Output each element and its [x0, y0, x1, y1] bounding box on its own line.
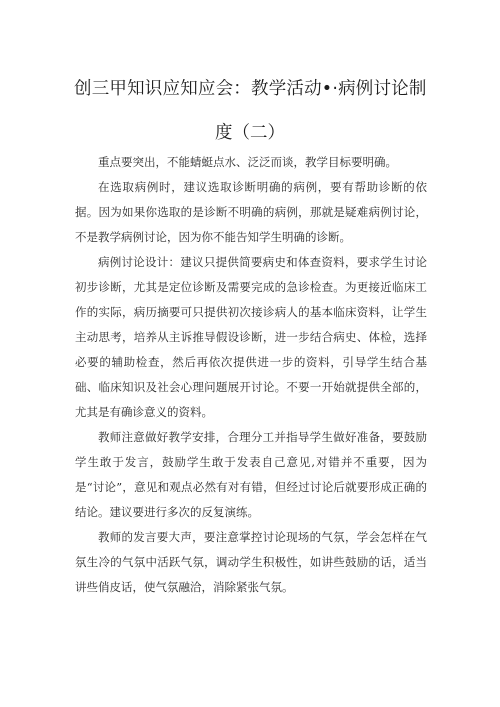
document-body: [75, 150, 427, 600]
paragraph-3: 病例讨论设计：建议只提供简要病史和体查资料，要求学生讨论初步诊断，尤其是定位诊断及需要完成的急诊检查。为更接近临床工作的实际，病历摘要可只提供初次接诊病人的基本临床资料，让学生主动思考，培养从主诉推导假设诊断，进一步结合病史、体检，选择必要的辅助检查，然后再依次提供进一步的资料，引导学生结合基础、临床知识及社会心理问题展开讨论。不要一开始就提供全部的，尤其是有确诊意义的资料。: [75, 255, 427, 419]
document-title-line-2: 度（二）: [215, 123, 285, 143]
paragraph-1: 重点要突出，不能蜻蜓点水、泛泛而谈，教学目标要明确。: [98, 155, 397, 169]
paragraph-2: 在选取病例时，建议选取诊断明确的病例，要有帮助诊断的依据。因为如果你选取的是诊断不明确的病例，那就是疑难病例讨论，不是教学病例讨论，因为你不能告知学生明确的诊断。: [75, 180, 427, 244]
document-title-line-1: 创三甲知识应知应会：教学活动•·病例讨论制: [74, 79, 427, 99]
paragraph-4: 教师注意做好教学安排，合理分工并指导学生做好准备，要鼓励学生敢于发言，鼓励学生敢于发表自己意见,对错并不重要，因为是“讨论”，意见和观点必然有对有错，但经过讨论后就要形成正确的结论。建议要进行多次的反复演练。: [75, 430, 427, 519]
paragraph-5: 教师的发言要大声，要注意掌控讨论现场的气氛，学会怎样在气氛生冷的气氛中活跃气氛，调动学生积极性，如讲些鼓励的话，适当讲些俏皮话，使气氛融洽，消除紧张气氛。: [75, 530, 427, 594]
